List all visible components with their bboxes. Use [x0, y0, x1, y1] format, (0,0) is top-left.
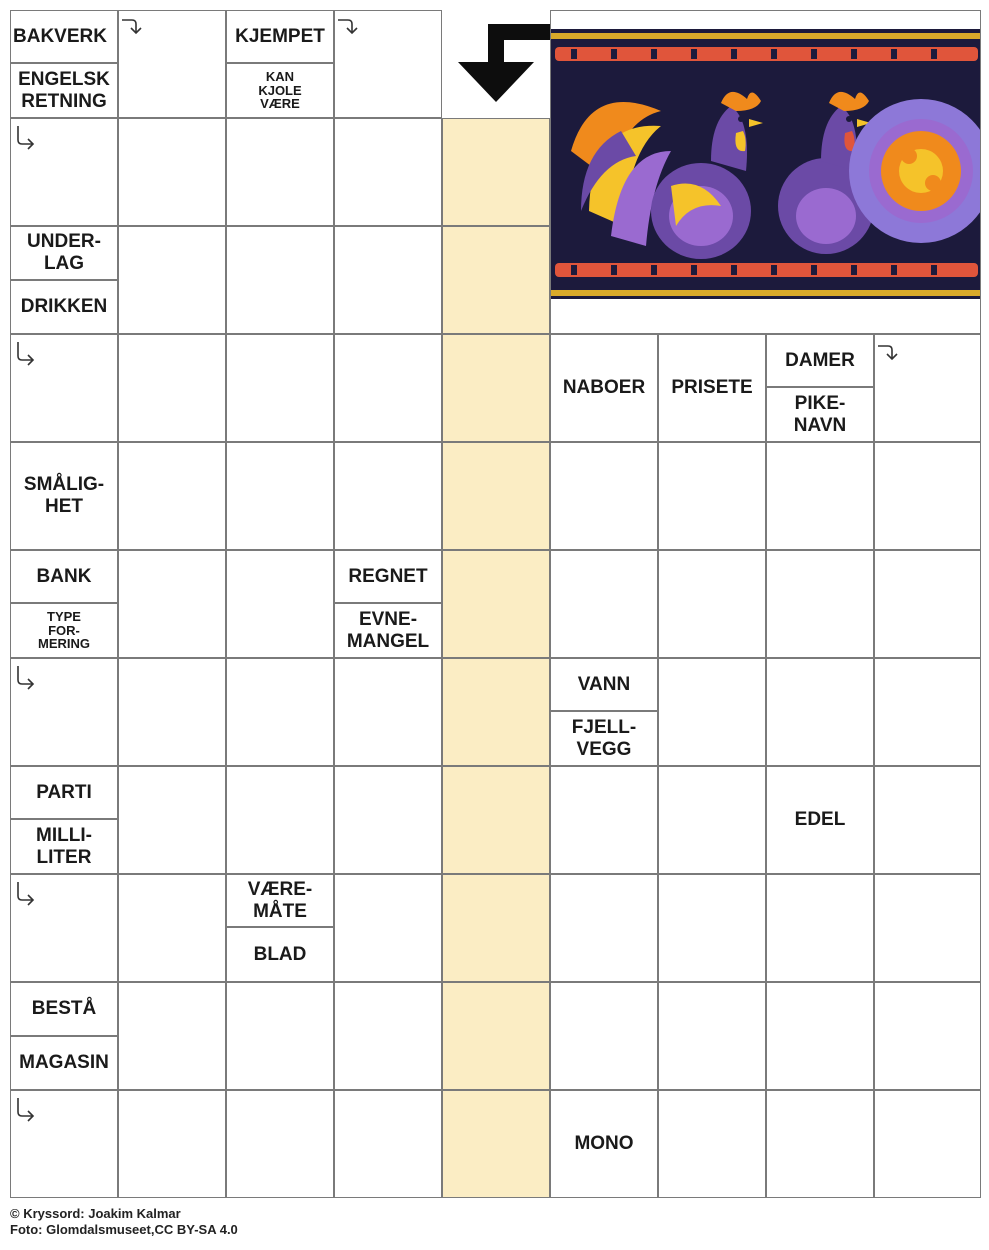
continue-arrow-icon [14, 1096, 38, 1122]
grid-cell[interactable] [658, 550, 766, 658]
grid-cell[interactable] [226, 118, 334, 226]
grid-cell[interactable] [226, 1090, 334, 1198]
grid-cell[interactable] [118, 334, 226, 442]
grid-cell[interactable] [550, 442, 658, 550]
clue-kjempet: KJEMPET [226, 10, 334, 63]
grid-cell[interactable] [226, 550, 334, 658]
grid-cell[interactable] [766, 1090, 874, 1198]
grid-cell[interactable] [658, 658, 766, 766]
clue-fjellvegg: FJELL- VEGG [550, 711, 658, 766]
grid-cell[interactable] [118, 1090, 226, 1198]
grid-cell[interactable] [658, 1090, 766, 1198]
clue-naboer: NABOER [550, 334, 658, 442]
solution-pointer-area [442, 10, 550, 118]
solution-cell[interactable] [442, 118, 550, 226]
grid-cell[interactable] [334, 118, 442, 226]
grid-cell[interactable] [766, 982, 874, 1090]
clue-vaeremate: VÆRE- MÅTE [226, 874, 334, 927]
grid-cell[interactable] [334, 658, 442, 766]
solution-cell[interactable] [442, 658, 550, 766]
crossword-grid [10, 10, 981, 1198]
continue-arrow-icon [14, 664, 38, 690]
grid-cell[interactable] [766, 442, 874, 550]
grid-cell[interactable] [334, 442, 442, 550]
clue-blad: BLAD [226, 927, 334, 982]
grid-cell[interactable] [550, 982, 658, 1090]
grid-cell[interactable] [226, 442, 334, 550]
clue-milliliter: MILLI- LITER [10, 819, 118, 874]
grid-cell[interactable] [118, 550, 226, 658]
crossword-credit: © Kryssord: Joakim Kalmar [10, 1206, 181, 1221]
grid-cell[interactable] [226, 766, 334, 874]
grid-cell[interactable] [226, 658, 334, 766]
grid-cell[interactable] [874, 982, 981, 1090]
grid-cell[interactable] [118, 442, 226, 550]
grid-cell[interactable] [658, 442, 766, 550]
clue-smalighet: SMÅLIG- HET [10, 442, 118, 550]
grid-cell[interactable] [550, 874, 658, 982]
grid-cell[interactable] [118, 766, 226, 874]
clue-typeformering: TYPE FOR- MERING [10, 603, 118, 658]
solution-cell[interactable] [442, 550, 550, 658]
grid-cell[interactable] [550, 550, 658, 658]
clue-bakverk: BAKVERK [10, 10, 118, 63]
continue-arrow-icon [14, 124, 38, 150]
credits [10, 1206, 238, 1238]
clue-parti: PARTI [10, 766, 118, 819]
clue-kan-kjole-vaere: KAN KJOLE VÆRE [226, 63, 334, 118]
clue-pikenavn: PIKE- NAVN [766, 387, 874, 442]
grid-cell[interactable] [550, 766, 658, 874]
grid-cell[interactable] [118, 118, 226, 226]
grid-cell[interactable] [766, 658, 874, 766]
grid-cell[interactable] [334, 226, 442, 334]
solution-cell[interactable] [442, 982, 550, 1090]
grid-cell[interactable] [874, 1090, 981, 1198]
clue-drikken: DRIKKEN [10, 280, 118, 334]
grid-cell[interactable] [118, 982, 226, 1090]
continue-arrow-icon [336, 14, 360, 40]
grid-cell[interactable] [334, 766, 442, 874]
clue-evnemangel: EVNE- MANGEL [334, 603, 442, 658]
photo-credit: Foto: Glomdalsmuseet,CC BY-SA 4.0 [10, 1222, 238, 1237]
grid-cell[interactable] [118, 874, 226, 982]
solution-cell[interactable] [442, 226, 550, 334]
solution-cell[interactable] [442, 334, 550, 442]
clue-vann: VANN [550, 658, 658, 711]
grid-cell[interactable] [766, 550, 874, 658]
grid-cell[interactable] [658, 982, 766, 1090]
clue-magasin: MAGASIN [10, 1036, 118, 1090]
continue-arrow-icon [14, 340, 38, 366]
solution-pointer-arrow-icon [442, 10, 550, 118]
grid-cell[interactable] [874, 550, 981, 658]
clue-prisete: PRISETE [658, 334, 766, 442]
grid-cell[interactable] [334, 1090, 442, 1198]
grid-cell[interactable] [874, 658, 981, 766]
clue-edel: EDEL [766, 766, 874, 874]
rooster-textile-image [551, 11, 981, 334]
grid-cell[interactable] [874, 766, 981, 874]
continue-arrow-icon [120, 14, 144, 40]
grid-cell[interactable] [118, 226, 226, 334]
solution-cell[interactable] [442, 1090, 550, 1198]
grid-cell[interactable] [658, 766, 766, 874]
clue-engelsk-retning: ENGELSK RETNING [10, 63, 118, 118]
grid-cell[interactable] [334, 982, 442, 1090]
clue-bank: BANK [10, 550, 118, 603]
grid-cell[interactable] [226, 334, 334, 442]
grid-cell[interactable] [226, 226, 334, 334]
continue-arrow-icon [876, 340, 900, 366]
clue-mono: MONO [550, 1090, 658, 1198]
clue-damer: DAMER [766, 334, 874, 387]
clue-besta: BESTÅ [10, 982, 118, 1036]
clue-regnet: REGNET [334, 550, 442, 603]
grid-cell[interactable] [874, 442, 981, 550]
grid-cell[interactable] [118, 658, 226, 766]
clue-underlag: UNDER- LAG [10, 226, 118, 280]
grid-cell[interactable] [766, 874, 874, 982]
grid-cell[interactable] [226, 982, 334, 1090]
solution-cell[interactable] [442, 442, 550, 550]
solution-cell[interactable] [442, 766, 550, 874]
grid-cell[interactable] [658, 874, 766, 982]
textile-photo [550, 10, 981, 334]
grid-cell[interactable] [334, 874, 442, 982]
grid-cell[interactable] [334, 334, 442, 442]
solution-cell[interactable] [442, 874, 550, 982]
grid-cell[interactable] [874, 874, 981, 982]
continue-arrow-icon [14, 880, 38, 906]
